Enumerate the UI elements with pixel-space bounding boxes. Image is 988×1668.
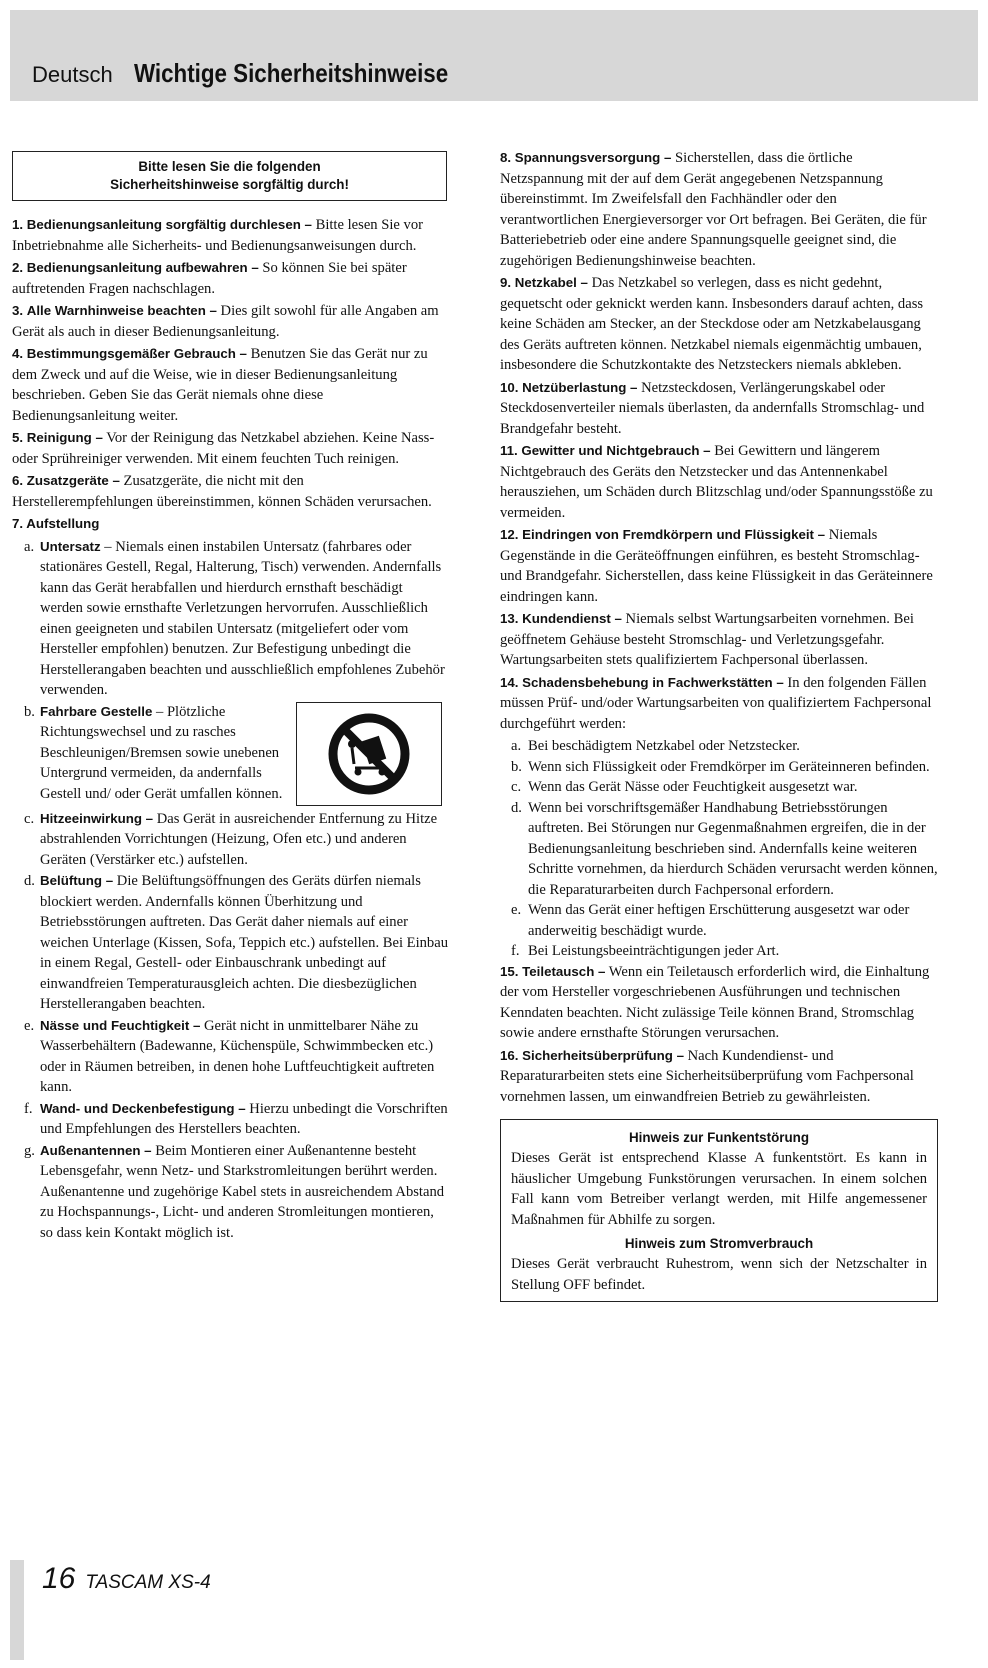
item-title: Netzüberlastung –: [522, 379, 638, 395]
item-title: Schadensbehebung in Fachwerkstätten –: [522, 674, 784, 690]
safety-item-14: [500, 673, 938, 735]
item-text: Sicherstellen, dass die örtliche Netzspannung mit der auf dem Gerät angegebenen Netzspannung übereinstimmt. Im Zweifelsfall den Fachhändler oder den verantwortlichen Energieversorger vor Ort befragen. Bei Geräten, die für Batteriebetrieb oder eine andere Spannungsquelle geeignet sind, die zugehörigen Bedienungshinweise beachten.: [500, 150, 927, 269]
item14-sub-e: [500, 900, 938, 941]
intro-line-1: Bitte lesen Sie die folgenden: [138, 159, 321, 174]
item14-sub-a: [500, 736, 938, 757]
safety-item-11: [500, 441, 938, 523]
aufstellung-heading: 7. Aufstellung: [12, 516, 100, 531]
item14-sub-b: [500, 757, 938, 778]
item14-sub-c: [500, 777, 938, 798]
item-num: 11.: [500, 443, 518, 458]
safety-item-10: [500, 378, 938, 440]
item-title: Spannungsversorgung –: [514, 150, 672, 165]
page-footer: [42, 1562, 211, 1596]
item-title: Reinigung –: [26, 430, 103, 445]
safety-item-1: [12, 215, 448, 256]
item-num: 4.: [12, 346, 24, 361]
item-title: Eindringen von Fremdkörpern und Flüssigkeit –: [522, 527, 826, 542]
sub-text: Gerät nicht in unmittelbarer Nähe zu Wasserbehältern (Badewanne, Küchenspüle, Schwimmbecken etc.) oder in Räumen betreiben, in denen hohe Luftfeuchtigkeit auftreten kann.: [40, 1017, 435, 1095]
aufstellung-a: [12, 537, 448, 701]
sub-marker: g.: [24, 1142, 35, 1159]
item-text: Bitte lesen Sie vor Inbetriebnahme alle Sicherheits- und Bedienungsanweisungen durch.: [12, 217, 423, 254]
safety-item-8: [500, 148, 938, 271]
item-text: So können Sie bei später auftretenden Fragen nachschlagen.: [12, 260, 407, 297]
item-text: Wenn ein Teiletausch erforderlich wird, die Einhaltung der vom Hersteller vorgeschriebenen Ausführungen und technischen Kenndaten beachten. Nicht zulässige Teile können Brand, Stromschlag sowie andere ernsthafte Störungen verursachen.: [500, 963, 930, 1041]
sub-marker: c.: [24, 810, 35, 827]
item-num: 10.: [500, 379, 519, 395]
item-text: Niemals selbst Wartungsarbeiten vornehmen. Bei geöffnetem Gehäuse besteht Stromschlag- und Verletzungsgefahr. Wartungsarbeiten stets qualifiziertem Fachpersonal überlassen.: [500, 611, 914, 668]
safety-item-6: [12, 471, 448, 512]
item14-sub-d: [500, 798, 938, 901]
sub-text: Beim Montieren einer Außenantenne besteht Lebensgefahr, wenn Netz- und Starkstromleitungen berührt werden. Außenantenne und zugehörige Kabel stets in ausreichendem Abstand zu Hochspannungs-, Licht- und anderen Stromleitungen montieren, so dass kein Kontakt möglich ist.: [40, 1142, 445, 1241]
sub-marker: b.: [24, 703, 35, 720]
safety-item-15: [500, 962, 938, 1044]
sub-marker: f.: [24, 1100, 33, 1117]
page-title: Wichtige Sicherheitshinweise: [134, 58, 449, 88]
cart-tip-over-warning-icon: [327, 712, 411, 796]
page-header: [10, 10, 978, 101]
notice-text-power: Dieses Gerät verbraucht Ruhestrom, wenn sich der Netzschalter in Stellung OFF befindet.: [511, 1256, 927, 1293]
sub-text: Bei Leistungsbeeinträchtigungen jeder Art.: [528, 943, 780, 959]
sub-text: Das Gerät in ausreichender Entfernung zu Hitze abstrahlenden Vorrichtungen (Heizung, Ofen etc.) und anderen Geräten (Verstärker etc.) aufstellen.: [40, 810, 438, 868]
notice-heading-radio: Hinweis zur Funkentstörung: [628, 1130, 810, 1145]
sub-marker: a.: [511, 738, 522, 754]
safety-item-2: [12, 258, 448, 299]
page-number: 16: [42, 1562, 76, 1595]
item-title: Bedienungsanleitung aufbewahren –: [26, 260, 259, 275]
item-num: 1.: [12, 217, 24, 232]
sub-text: Wenn bei vorschriftsgemäßer Handhabung Betriebsstörungen auftreten. Bei Störungen nur Gegenmaßnahmen ergreifen, die in der Bedienungsanleitung beschrieben sind. Andernfalls keine weiteren Schritte vornehmen, da hierdurch Schäden verursacht werden können, die Reparaturarbeiten durch Fachpersonal erfordern.: [528, 799, 938, 898]
safety-item-4: [12, 344, 448, 426]
item-text: Das Netzkabel so verlegen, dass es nicht gedehnt, gequetscht oder geknickt werden kann. Insbesonders darauf achten, dass keine Schäden am Stecker, an der Steckdose oder am Netzkabelausgang des Geräts auftreten können. Netzkabel niemals eigenmächtig umbauen, insbesondere die Schutzkontakte des Netzsteckers niemals abkleben.: [500, 275, 924, 373]
sub-title: Belüftung –: [40, 873, 114, 888]
item-title: Bedienungsanleitung sorgfältig durchlesen –: [26, 217, 312, 232]
item-text: Niemals Gegenstände in die Geräteöffnungen einführen, es besteht Stromschlag- und Brandgefahr. Sicherstellen, dass keine Flüssigkeit in das Geräteinnere eindringen kann.: [500, 527, 933, 605]
item-num: 5.: [12, 430, 24, 445]
aufstellung-c: [12, 809, 448, 871]
sub-text: Wenn das Gerät Nässe oder Feuchtigkeit ausgesetzt war.: [528, 779, 858, 795]
sub-marker: e.: [511, 902, 522, 918]
sub-title: Hitzeeinwirkung –: [40, 810, 154, 826]
aufstellung-f: [12, 1099, 448, 1140]
sub-text: – Niemals einen instabilen Untersatz (fahrbares oder stationäres Gestell, Regal, Halterung, Tisch) verwenden. Andernfalls kann das Gerät herabfallen und hierdurch ernsthaft beschädigt werden sowie ernsthafte Verletzungen hervorrufen. Ausschließlich einen geeigneten und stabilen Untersatz (mitgeliefert oder vom Hersteller empfohlen) benutzen. Zur Befestigung unbedingt die Herstellerangaben beachten und ausschließlich empfohlenes Zubehör verwenden.: [40, 538, 445, 698]
sub-title: Außenantennen –: [40, 1142, 152, 1158]
notice-box: [500, 1119, 938, 1302]
item-num: 12.: [500, 527, 519, 542]
notice-text-radio: Dieses Gerät ist entsprechend Klasse A funkentstört. Es kann in häuslicher Umgebung Funkstörungen verursachen. In einem solchen Fall kann vom Betreiber verlangt werden, mit Hilfe angemessener Maßnahmen für Abhilfe zu sorgen.: [511, 1150, 927, 1228]
item-text: Benutzen Sie das Gerät nur zu dem Zweck und auf die Weise, wie in dieser Bedienungsanleitung beschrieben. Geben Sie das Gerät niemals ohne diese Bedienungsanleitung weiter.: [12, 346, 428, 424]
sub-title: Fahrbare Gestelle: [40, 703, 153, 719]
notice-heading-power: Hinweis zum Stromverbrauch: [624, 1236, 814, 1251]
footer-brand: TASCAM XS-4: [85, 1572, 211, 1593]
item-num: 2.: [12, 260, 24, 275]
sub-marker: d.: [511, 799, 522, 816]
item-title: Kundendienst –: [522, 611, 622, 626]
sub-text: Die Belüftungsöffnungen des Geräts dürfen niemals blockiert werden. Andernfalls können Überhitzung und Betriebsstörungen auftreten. Das Gerät daher niemals auf einer weichen Unterlage (Kissen, Sofa, Teppich etc.) aufstellen. Bei Einbau in einem Regal, Gestell- oder Einbauschrank unbedingt auf einwandfreien Temperaturausgleich achten. Die diesbezüglichen Herstellerangaben beachten.: [40, 873, 449, 1012]
item-text: In den folgenden Fällen müssen Prüf- und/oder Wartungsarbeiten von qualifiziertem Fachpersonal durchgeführt werden:: [500, 674, 932, 732]
item-text: Zusatzgeräte, die nicht mit den Herstellerempfehlungen übereinstimmen, können Schäden verursachen.: [12, 473, 432, 510]
sub-text: Wenn sich Flüssigkeit oder Fremdkörper im Geräteinneren befinden.: [528, 758, 930, 775]
sub-marker: d.: [24, 873, 35, 889]
sub-marker: a.: [24, 538, 35, 555]
item-num: 9.: [500, 275, 512, 290]
right-column: [500, 148, 938, 1302]
sub-text: Bei beschädigtem Netzkabel oder Netzstecker.: [528, 738, 800, 754]
sub-marker: c.: [511, 779, 522, 795]
item-title: Zusatzgeräte –: [26, 473, 120, 488]
language-label: Deutsch: [32, 62, 113, 87]
sub-title: Nässe und Feuchtigkeit –: [40, 1017, 201, 1033]
item14-sub-f: [500, 941, 938, 962]
item-num: 16.: [500, 1047, 519, 1063]
sub-title: Untersatz: [40, 538, 101, 554]
sub-marker: e.: [24, 1017, 35, 1034]
item-text: Netzsteckdosen, Verlängerungskabel oder Steckdosenverteiler niemals überlasten, da andernfalls Stromschlag- und Brandgefahr besteht.: [500, 379, 925, 437]
safety-item-13: [500, 609, 938, 671]
item-num: 14.: [500, 674, 519, 690]
safety-item-3: [12, 301, 448, 342]
safety-item-9: [500, 273, 938, 376]
item-text: Bei Gewittern und längerem Nichtgebrauch des Geräts den Netzstecker und das Antennenkabel herausziehen, um Schäden durch Blitzschlag und/oder Spannungsstöße zu vermeiden.: [500, 443, 933, 521]
footer-bar: [10, 1560, 24, 1660]
cart-warning-figure: [296, 702, 442, 806]
aufstellung-g: [12, 1141, 448, 1244]
item-title: Sicherheitsüberprüfung –: [522, 1047, 684, 1063]
safety-item-12: [500, 525, 938, 607]
sub-marker: f.: [511, 943, 520, 959]
item-num: 13.: [500, 611, 519, 626]
intro-line-2: Sicherheitshinweise sorgfältig durch!: [110, 177, 349, 192]
item-title: Teiletausch –: [522, 963, 606, 979]
item-text: Dies gilt sowohl für alle Angaben am Gerät als auch in dieser Bedienungsanleitung.: [12, 303, 439, 340]
left-column: [12, 148, 448, 1244]
sub-text: – Plötzliche Richtungswechsel und zu rasches Beschleunigen/Bremsen sowie unebenen Untergrund vermeiden, da andernfalls Gestell und/ oder Gerät umfallen können.: [40, 703, 283, 802]
sub-title: Wand- und Deckenbefestigung –: [40, 1100, 246, 1116]
item-title: Alle Warnhinweise beachten –: [26, 303, 217, 318]
item-num: 15.: [500, 963, 519, 979]
item-num: 8.: [500, 150, 512, 165]
aufstellung-e: [12, 1016, 448, 1098]
item-num: 3.: [12, 303, 24, 318]
item-text: Nach Kundendienst- und Reparaturarbeiten stets eine Sicherheitsüberprüfung vom Fachpersonal vornehmen lassen, um einwandfreien Betrieb zu gewährleisten.: [500, 1047, 914, 1105]
item-num: 6.: [12, 473, 24, 488]
intro-box: [12, 151, 447, 201]
sub-marker: b.: [511, 758, 522, 775]
sub-text: Hierzu unbedingt die Vorschriften und Empfehlungen des Herstellers beachten.: [40, 1100, 448, 1137]
item-text: Vor der Reinigung das Netzkabel abziehen. Keine Nass- oder Sprühreiniger verwenden. Mit einem feuchten Tuch reinigen.: [12, 430, 435, 467]
safety-item-5: [12, 428, 448, 469]
item-title: Gewitter und Nichtgebrauch –: [521, 443, 711, 458]
item-title: Netzkabel –: [514, 275, 588, 290]
safety-item-16: [500, 1046, 938, 1108]
item-title: Bestimmungsgemäßer Gebrauch –: [26, 346, 247, 361]
aufstellung-b: [12, 702, 448, 808]
sub-text: Wenn das Gerät einer heftigen Erschütterung ausgesetzt war oder anderweitig beschädigt wurde.: [528, 902, 910, 939]
aufstellung-d: [12, 871, 448, 1015]
